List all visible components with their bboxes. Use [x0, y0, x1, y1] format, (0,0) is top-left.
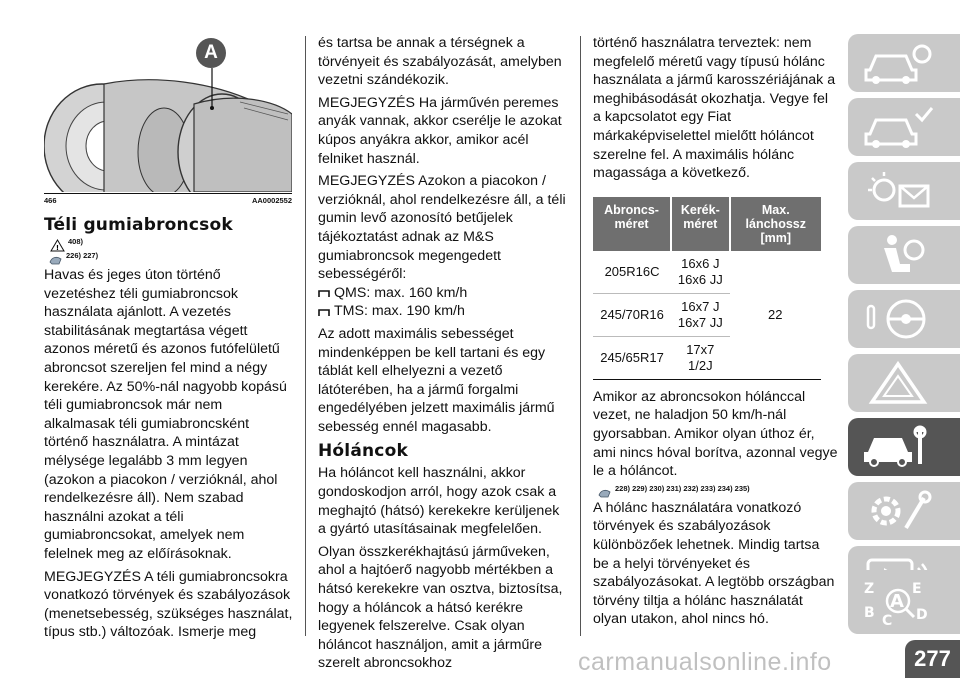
figure-caption: [44, 193, 292, 207]
max-length-cell: 22: [730, 251, 821, 380]
col3-paragraph-3: A hólánc használatára vonatkozó törvények és szabályozások különbözőek lehetnek. Mindig tartsa be a helyi törvényeket és szabályozásokat. A legtöbb országban törvény tiltja a hólánc használatát olyan utakon, ahol nincs hó.: [593, 499, 835, 628]
nav-tab-vehicle[interactable]: [848, 34, 960, 92]
svg-text:!: !: [55, 244, 60, 252]
nav-tab-maintenance[interactable]: [848, 418, 960, 476]
nav-tab-index[interactable]: [848, 570, 960, 634]
section-heading-winter-tires: Téli gumiabroncsok: [44, 215, 233, 235]
col2-paragraph-5: Ha hóláncot kell használni, akkor gondoskodjon arról, hogy azok csak a meghajtó (hátsó) kerekekre kerüljenek a gyártó utasításainak megfelelően.: [318, 465, 560, 538]
caution-reference: [48, 252, 296, 266]
col2-paragraph-4: Az adott maximális sebességet mindenképpen be kell tartani és egy táblát kell elhelyezni a vezető látóterében, ha a jármű forgalmi engedélyében jelzett maximális jármű sebesség ennél magasabb.: [318, 325, 555, 435]
nav-tab-lights-dashboard[interactable]: [848, 162, 960, 220]
column-divider-2: [580, 36, 581, 636]
car-wrench-icon: [862, 424, 934, 470]
nav-tab-starting-driving[interactable]: [848, 290, 960, 348]
alphabet-index-icon: [862, 574, 934, 630]
column-3: [593, 34, 839, 633]
caution-hand-icon: [48, 253, 63, 266]
figure-number: 466: [44, 196, 57, 205]
steering-wheel-icon: [862, 296, 934, 342]
col2-paragraph-6: Olyan összkerékhajtású járműveken, ahol a hajtóerő nagyobb mértékben a hátsó kerekekre van osztva, biztosítsa, hogy a hóláncok a hátsó kerékre legyenek felszerelve. Csak olyan hóláncot használjon, amit a járműre szerelt abroncsokhoz: [318, 543, 563, 672]
svg-text:Z: Z: [864, 581, 875, 597]
col2-paragraph-3: MEGJEGYZÉS Azokon a piacokon / verzióknál, ahol rendelkezésre áll, a téli gumin levő azonosító betűjelek tájékoztatást adnak az M&S gumiabroncsok megengedett sebességéről:: [318, 173, 566, 283]
bullet-item: [318, 302, 570, 321]
warning-light-icon: [862, 168, 934, 214]
svg-text:B: B: [864, 605, 875, 621]
caution-ref-text: 226) 227): [66, 251, 99, 261]
figure-code: AA0002552: [251, 196, 292, 205]
caution-reference: [597, 485, 839, 499]
bullet-item: [318, 284, 570, 303]
wheel-size-cell: 17x7 1/2J: [671, 336, 729, 379]
nav-tab-technical-data[interactable]: [848, 482, 960, 540]
gear-wrench-icon: [862, 488, 934, 534]
winter-tires-paragraph: Havas és jeges úton történő vezetéshez téli gumiabroncsok használata ajánlott. A vezetés stabilitásának megtartása végett azonos méretű és azonos futófelületű abroncsot szereljen fel mind a négy kerekére. Az 50%-nál nagyobb kopású téli gumiabroncsok már nem alkalmasak téli gumiabroncsként történő használatra. A mintázat mélysége legalább 3 mm legyen (azokon a piacokon / verzióknál, ahol rendelkezésre áll). Nem szabad használni azokat a téli gumiabroncsokat, amelyek nem felelnek meg az előírásoknak.: [44, 267, 287, 562]
column-divider-1: [305, 36, 306, 636]
svg-text:C: C: [882, 613, 893, 629]
bullet-text: QMS: max. 160 km/h: [334, 284, 468, 301]
nav-tab-safety[interactable]: [848, 226, 960, 284]
svg-text:D: D: [916, 607, 928, 623]
tire-size-cell: 245/65R17: [593, 336, 671, 379]
bullet-text: TMS: max. 190 km/h: [334, 303, 465, 320]
callout-a-label: A: [204, 42, 218, 63]
car-info-icon: [862, 40, 934, 86]
col3-paragraph-1: történő használatra terveztek: nem megfelelő méretű vagy típusú hólánc használata a jármű karosszériájának a meghibásodását okozhatja. Vegye fel a kapcsolatot egy Fiat márkaképviselettel mielőtt hóláncot szerelne fel. A maximális hólánc magassága a következő.: [593, 35, 836, 182]
airbag-seat-icon: [862, 232, 934, 278]
svg-text:E: E: [912, 581, 922, 597]
table-header-max-length: Max. lánchossz [mm]: [730, 197, 821, 251]
tire-size-cell: 205R16C: [593, 251, 671, 294]
caution-hand-icon: [597, 486, 612, 499]
callout-a: [196, 38, 226, 68]
column-1: [44, 212, 296, 646]
column-2: [318, 34, 570, 677]
tire-size-cell: 245/70R16: [593, 293, 671, 336]
col2-paragraph-2: MEGJEGYZÉS Ha járművén peremes anyák vannak, akkor cserélje le azokat kúpos anyákra akkor, amikor acél felniket használ.: [318, 94, 562, 167]
table-row: [593, 251, 821, 294]
winter-tires-note: MEGJEGYZÉS A téli gumiabroncsokra vonatkozó törvények és szabályozások (menetsebesség, szükséges használat, típus stb.) változóak. Ismerje meg: [44, 568, 293, 641]
nav-tab-emergency[interactable]: [848, 354, 960, 412]
table-header-wheel-size: Kerék-méret: [671, 197, 729, 251]
nav-tab-getting-started[interactable]: [848, 98, 960, 156]
bullet-icon: [318, 307, 330, 317]
section-heading-snow-chains: Hóláncok: [318, 441, 408, 462]
warning-ref-text: 408): [68, 237, 84, 247]
wheel-size-cell: 16x6 J 16x6 JJ: [671, 251, 729, 294]
car-check-icon: [862, 104, 934, 150]
emergency-triangle-icon: [862, 360, 934, 406]
bullet-icon: [318, 288, 330, 298]
wheel-size-cell: 16x7 J 16x7 JJ: [671, 293, 729, 336]
col3-paragraph-2: Amikor az abroncsokon hólánccal vezet, ne haladjon 50 km/h-nál gyorsabban. Amikor olyan úthoz ér, ami nincs hóval borítva, azonnal vegye le a hóláncot.: [593, 388, 838, 480]
snow-chain-table: [593, 197, 821, 380]
table-header-tire-size: Abroncs-méret: [593, 197, 671, 251]
page-number: 277: [905, 640, 960, 678]
col2-paragraph-1: és tartsa be annak a térségnek a törvényeit és szabályozását, amelyben vezetni szándékozik.: [318, 35, 562, 89]
warning-triangle-icon: [50, 239, 65, 252]
tire-figure: [44, 34, 292, 192]
svg-text:A: A: [890, 591, 904, 612]
watermark: carmanualsonline.info: [578, 648, 832, 676]
caution-ref-text: 228) 229) 230) 231) 232) 233) 234) 235): [615, 484, 750, 494]
